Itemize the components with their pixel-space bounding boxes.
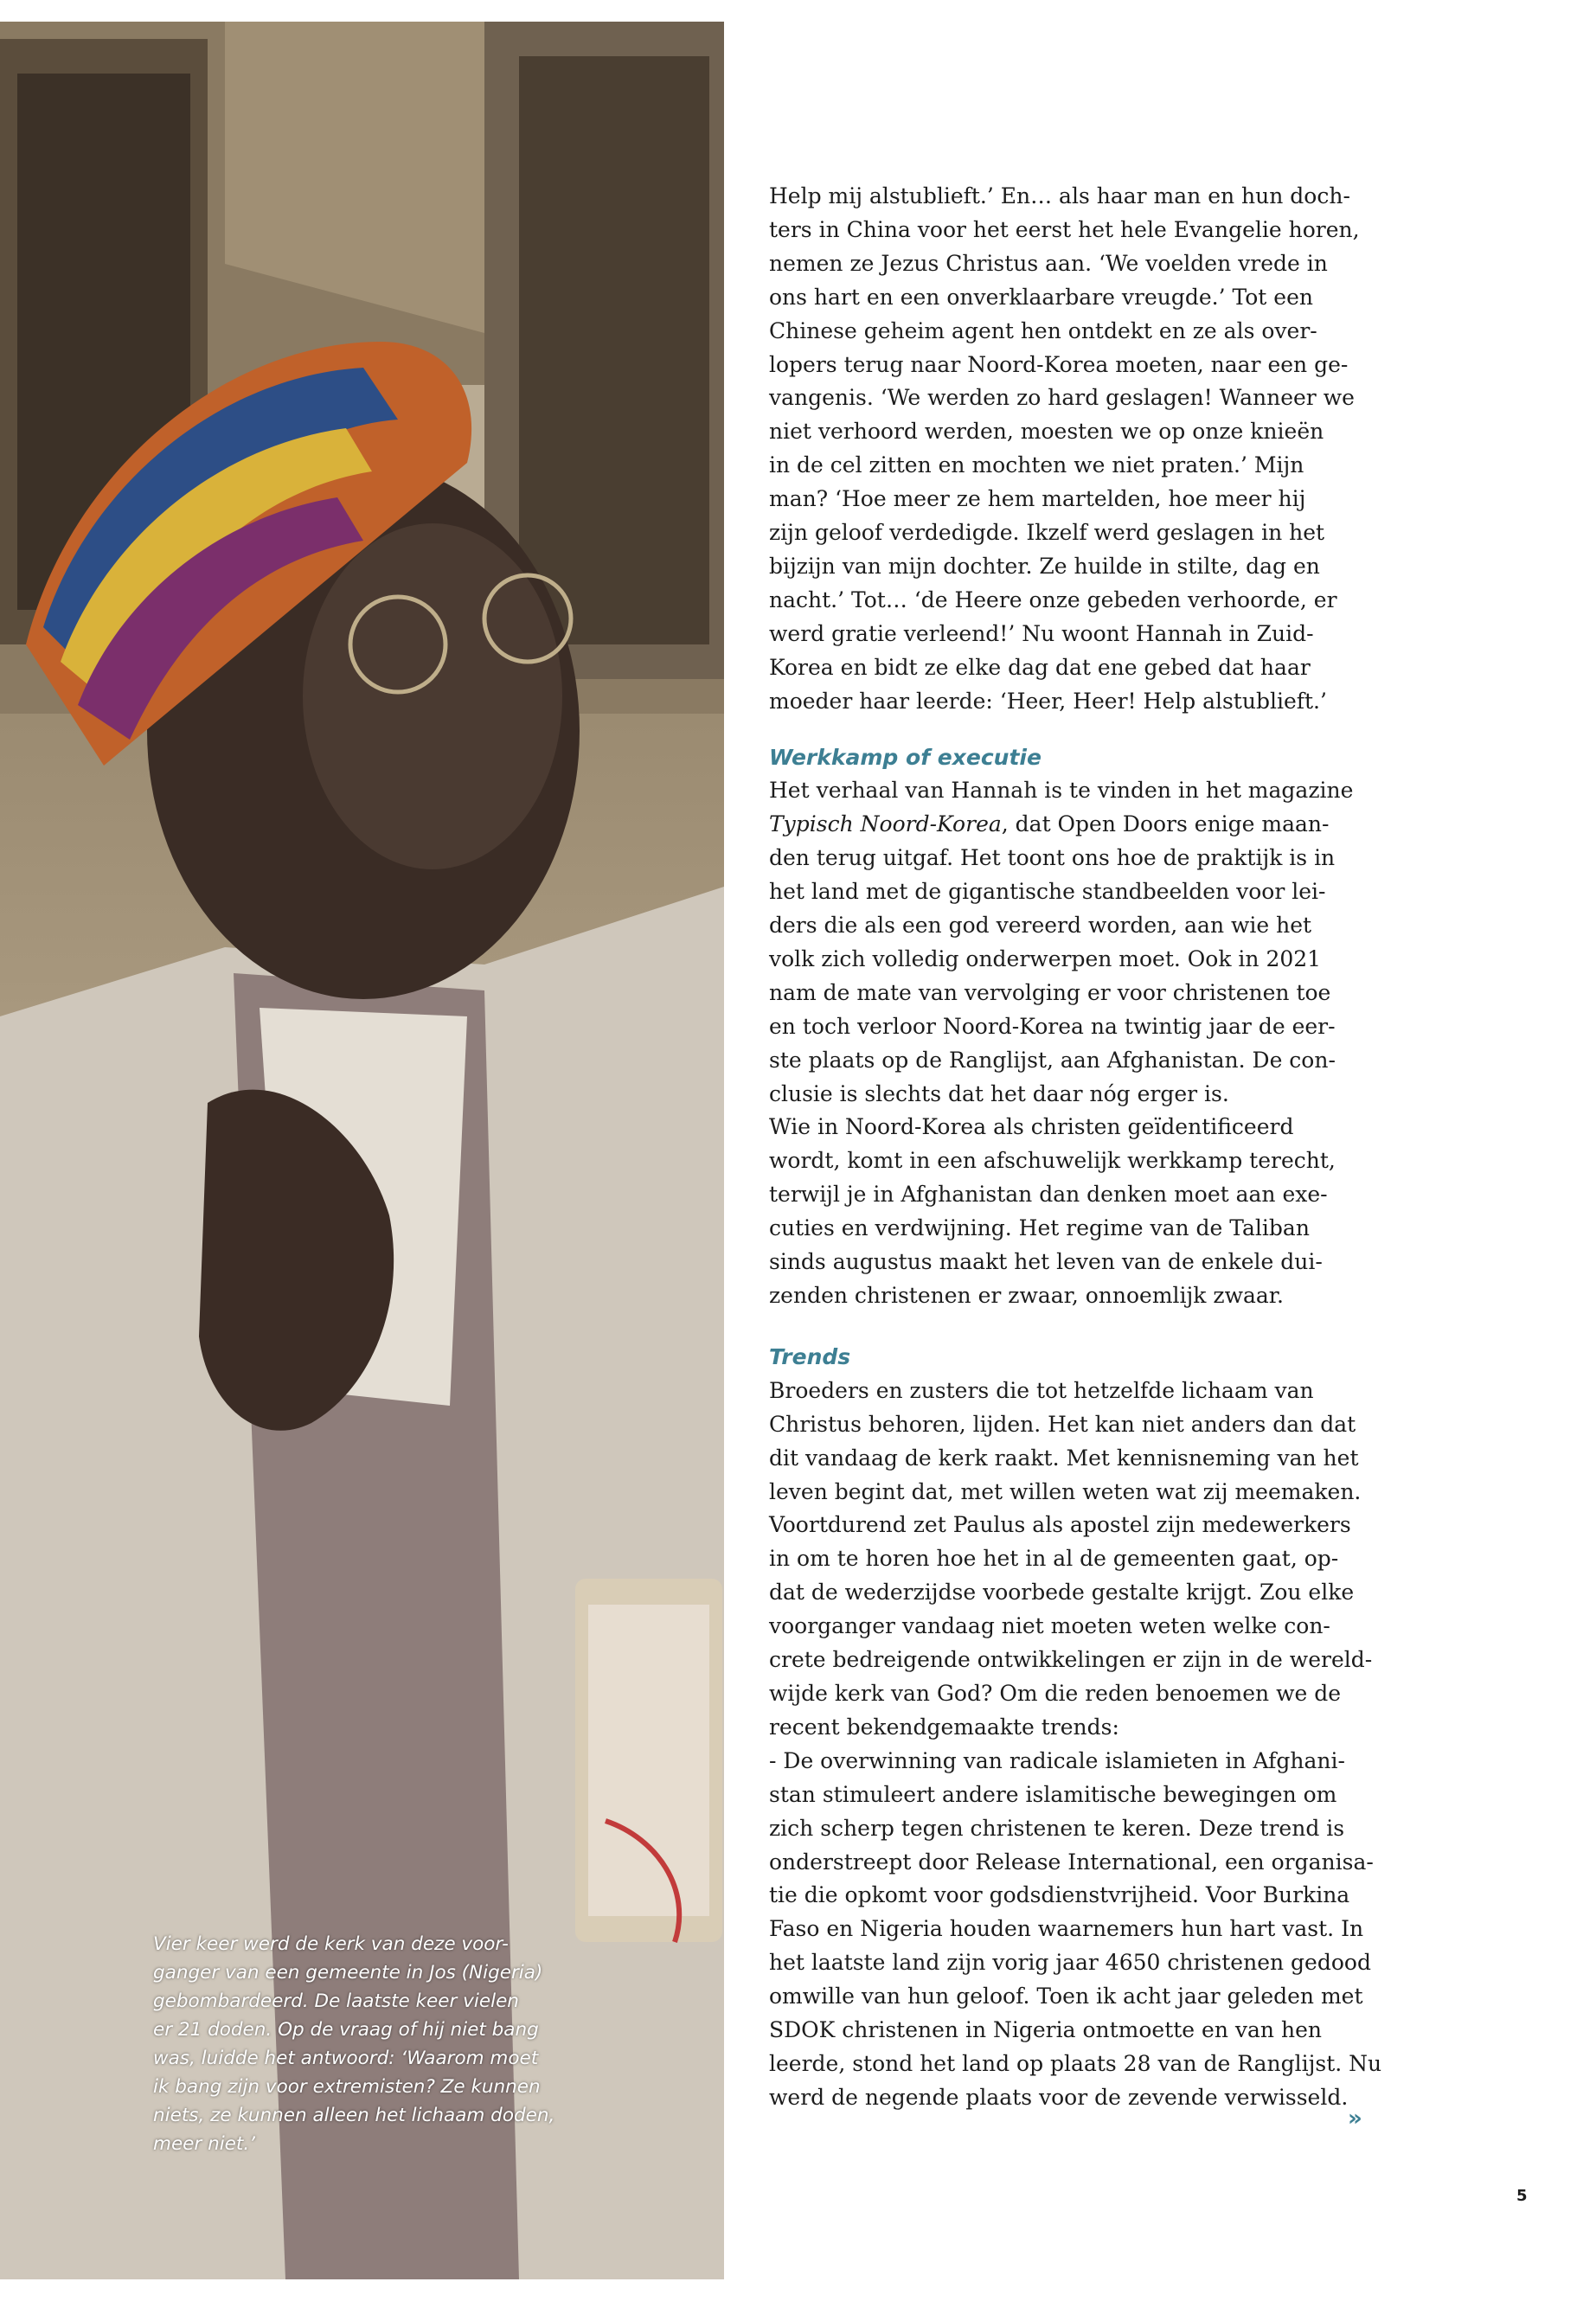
text-line: dit vandaag de kerk raakt. Met kennisneming van het [769, 1445, 1359, 1471]
text-line: Wie in Noord-Korea als christen geïdentificeerd [769, 1114, 1294, 1140]
text-line: nacht.’ Tot… ‘de Heere onze gebeden verhoorde, er [769, 586, 1337, 612]
text-line: tie die opkomt voor godsdienstvrijheid. Voor Burkina [769, 1882, 1350, 1908]
text-line: nemen ze Jezus Christus aan. ‘We voelden vrede in [769, 250, 1328, 276]
text-line: en toch verloor Noord-Korea na twintig jaar de eer- [769, 1013, 1336, 1039]
text-line: ste plaats op de Ranglijst, aan Afghanistan. De con- [769, 1047, 1336, 1073]
caption-line: niets, ze kunnen alleen het lichaam doden, [153, 2105, 555, 2126]
article-photo [0, 22, 724, 2279]
section-werkkamp-paragraph [769, 774, 1375, 1313]
text-line: clusie is slechts dat het daar nóg erger is. [769, 1080, 1229, 1106]
text-line: Christus behoren, lijden. Het kan niet anders dan dat [769, 1411, 1356, 1437]
text-line: wijde kerk van God? Om die reden benoemen we de [769, 1680, 1342, 1706]
caption-line: ik bang zijn voor extremisten? Ze kunnen [153, 2076, 541, 2098]
text-line: ters in China voor het eerst het hele Evangelie horen, [769, 216, 1360, 242]
text-line: in om te horen hoe het in al de gemeenten gaat, op- [769, 1546, 1339, 1572]
text-line: moeder haar leerde: ‘Heer, Heer! Help alstublieft.’ [769, 688, 1327, 714]
caption-line: er 21 doden. Op de vraag of hij niet bang [153, 2019, 539, 2041]
text-line: het laatste land zijn vorig jaar 4650 christenen gedood [769, 1950, 1371, 1976]
text-line: omwille van hun geloof. Toen ik acht jaar geleden met [769, 1984, 1363, 2009]
text-line: leven begint dat, met willen weten wat zij meemaken. [769, 1478, 1362, 1504]
text-line: Chinese geheim agent hen ontdekt en ze als over- [769, 317, 1317, 343]
magazine-title: Typisch Noord-Korea [769, 811, 1002, 837]
caption-line: was, luidde het antwoord: ‘Waarom moet [153, 2048, 539, 2069]
section-heading-werkkamp: Werkkamp of executie [769, 744, 1042, 770]
text-line: bijzijn van mijn dochter. Ze huilde in stilte, dag en [769, 553, 1320, 579]
text-line: werd gratie verleend!’ Nu woont Hannah in Zuid- [769, 620, 1314, 646]
photo-caption [153, 1930, 555, 2158]
text-line: terwijl je in Afghanistan dan denken moet aan exe- [769, 1182, 1328, 1208]
text-line: werd de negende plaats voor de zevende verwisseld. [769, 2084, 1349, 2110]
text-line: cuties en verdwijning. Het regime van de Taliban [769, 1215, 1310, 1241]
section-heading-trends: Trends [769, 1343, 851, 1369]
text-line: sinds augustus maakt het leven van de enkele dui- [769, 1249, 1323, 1275]
text-line: man? ‘Hoe meer ze hem martelden, hoe meer hij [769, 486, 1306, 512]
text-line: zijn geloof verdedigde. Ikzelf werd geslagen in het [769, 520, 1325, 546]
page-number: 5 [1516, 2187, 1528, 2205]
text-line: wordt, komt in een afschuwelijk werkkamp terecht, [769, 1148, 1336, 1174]
text-line: het land met de gigantische standbeelden voor lei- [769, 879, 1326, 905]
text-line: nam de mate van vervolging er voor christenen toe [769, 979, 1331, 1005]
text-line: in de cel zitten en mochten we niet praten.’ Mijn [769, 452, 1304, 478]
text-line: Broeders en zusters die tot hetzelfde lichaam van [769, 1377, 1314, 1403]
text-line: Faso en Nigeria houden waarnemers hun hart vast. In [769, 1916, 1364, 1942]
text-line: recent bekendgemaakte trends: [769, 1714, 1119, 1740]
text-line: niet verhoord werden, moesten we op onze knieën [769, 419, 1324, 445]
article-body [769, 180, 1382, 2115]
caption-line: Vier keer werd de kerk van deze voor- [153, 1933, 509, 1955]
text-line [769, 808, 1375, 842]
text-fragment: , dat Open Doors enige maan- [1001, 811, 1330, 837]
text-line: zenden christenen er zwaar, onnoemlijk zwaar. [769, 1283, 1284, 1308]
text-line: ons hart en een onverklaarbare vreugde.’ Tot een [769, 284, 1313, 310]
intro-paragraph [769, 180, 1375, 719]
text-line: Het verhaal van Hannah is te vinden in het magazine [769, 778, 1354, 804]
text-line: crete bedreigende ontwikkelingen er zijn in de wereld- [769, 1647, 1373, 1673]
text-line: den terug uitgaf. Het toont ons hoe de praktijk is in [769, 845, 1336, 871]
text-line: Voortdurend zet Paulus als apostel zijn medewerkers [769, 1512, 1351, 1538]
caption-line: ganger van een gemeente in Jos (Nigeria) [153, 1962, 543, 1984]
text-line: dat de wederzijdse voorbede gestalte krijgt. Zou elke [769, 1580, 1355, 1606]
section-trends-paragraph [769, 1375, 1382, 2115]
text-line: onderstreept door Release International, een organisa- [769, 1849, 1374, 1875]
text-line: Korea en bidt ze elke dag dat ene gebed dat haar [769, 654, 1311, 680]
caption-line: meer niet.’ [153, 2133, 255, 2155]
text-line: leerde, stond het land op plaats 28 van de Ranglijst. Nu [769, 2050, 1382, 2076]
text-line: lopers terug naar Noord-Korea moeten, naar een ge- [769, 351, 1349, 377]
text-line: zich scherp tegen christenen te keren. Deze trend is [769, 1815, 1345, 1841]
text-line: - De overwinning van radicale islamieten in Afghani- [769, 1747, 1345, 1773]
text-line: SDOK christenen in Nigeria ontmoette en van hen [769, 2017, 1322, 2043]
double-chevron-right-icon: » [1348, 2106, 1362, 2131]
text-line: stan stimuleert andere islamitische bewegingen om [769, 1781, 1337, 1807]
text-line: volk zich volledig onderwerpen moet. Ook in 2021 [769, 945, 1322, 971]
text-line: voorganger vandaag niet moeten weten welke con- [769, 1613, 1330, 1639]
text-line: vangenis. ‘We werden zo hard geslagen! Wanneer we [769, 385, 1355, 411]
text-line: ders die als een god vereerd worden, aan wie het [769, 913, 1312, 939]
text-line: Help mij alstublieft.’ En… als haar man en hun doch- [769, 183, 1350, 208]
caption-line: gebombardeerd. De laatste keer vielen [153, 1990, 519, 2012]
